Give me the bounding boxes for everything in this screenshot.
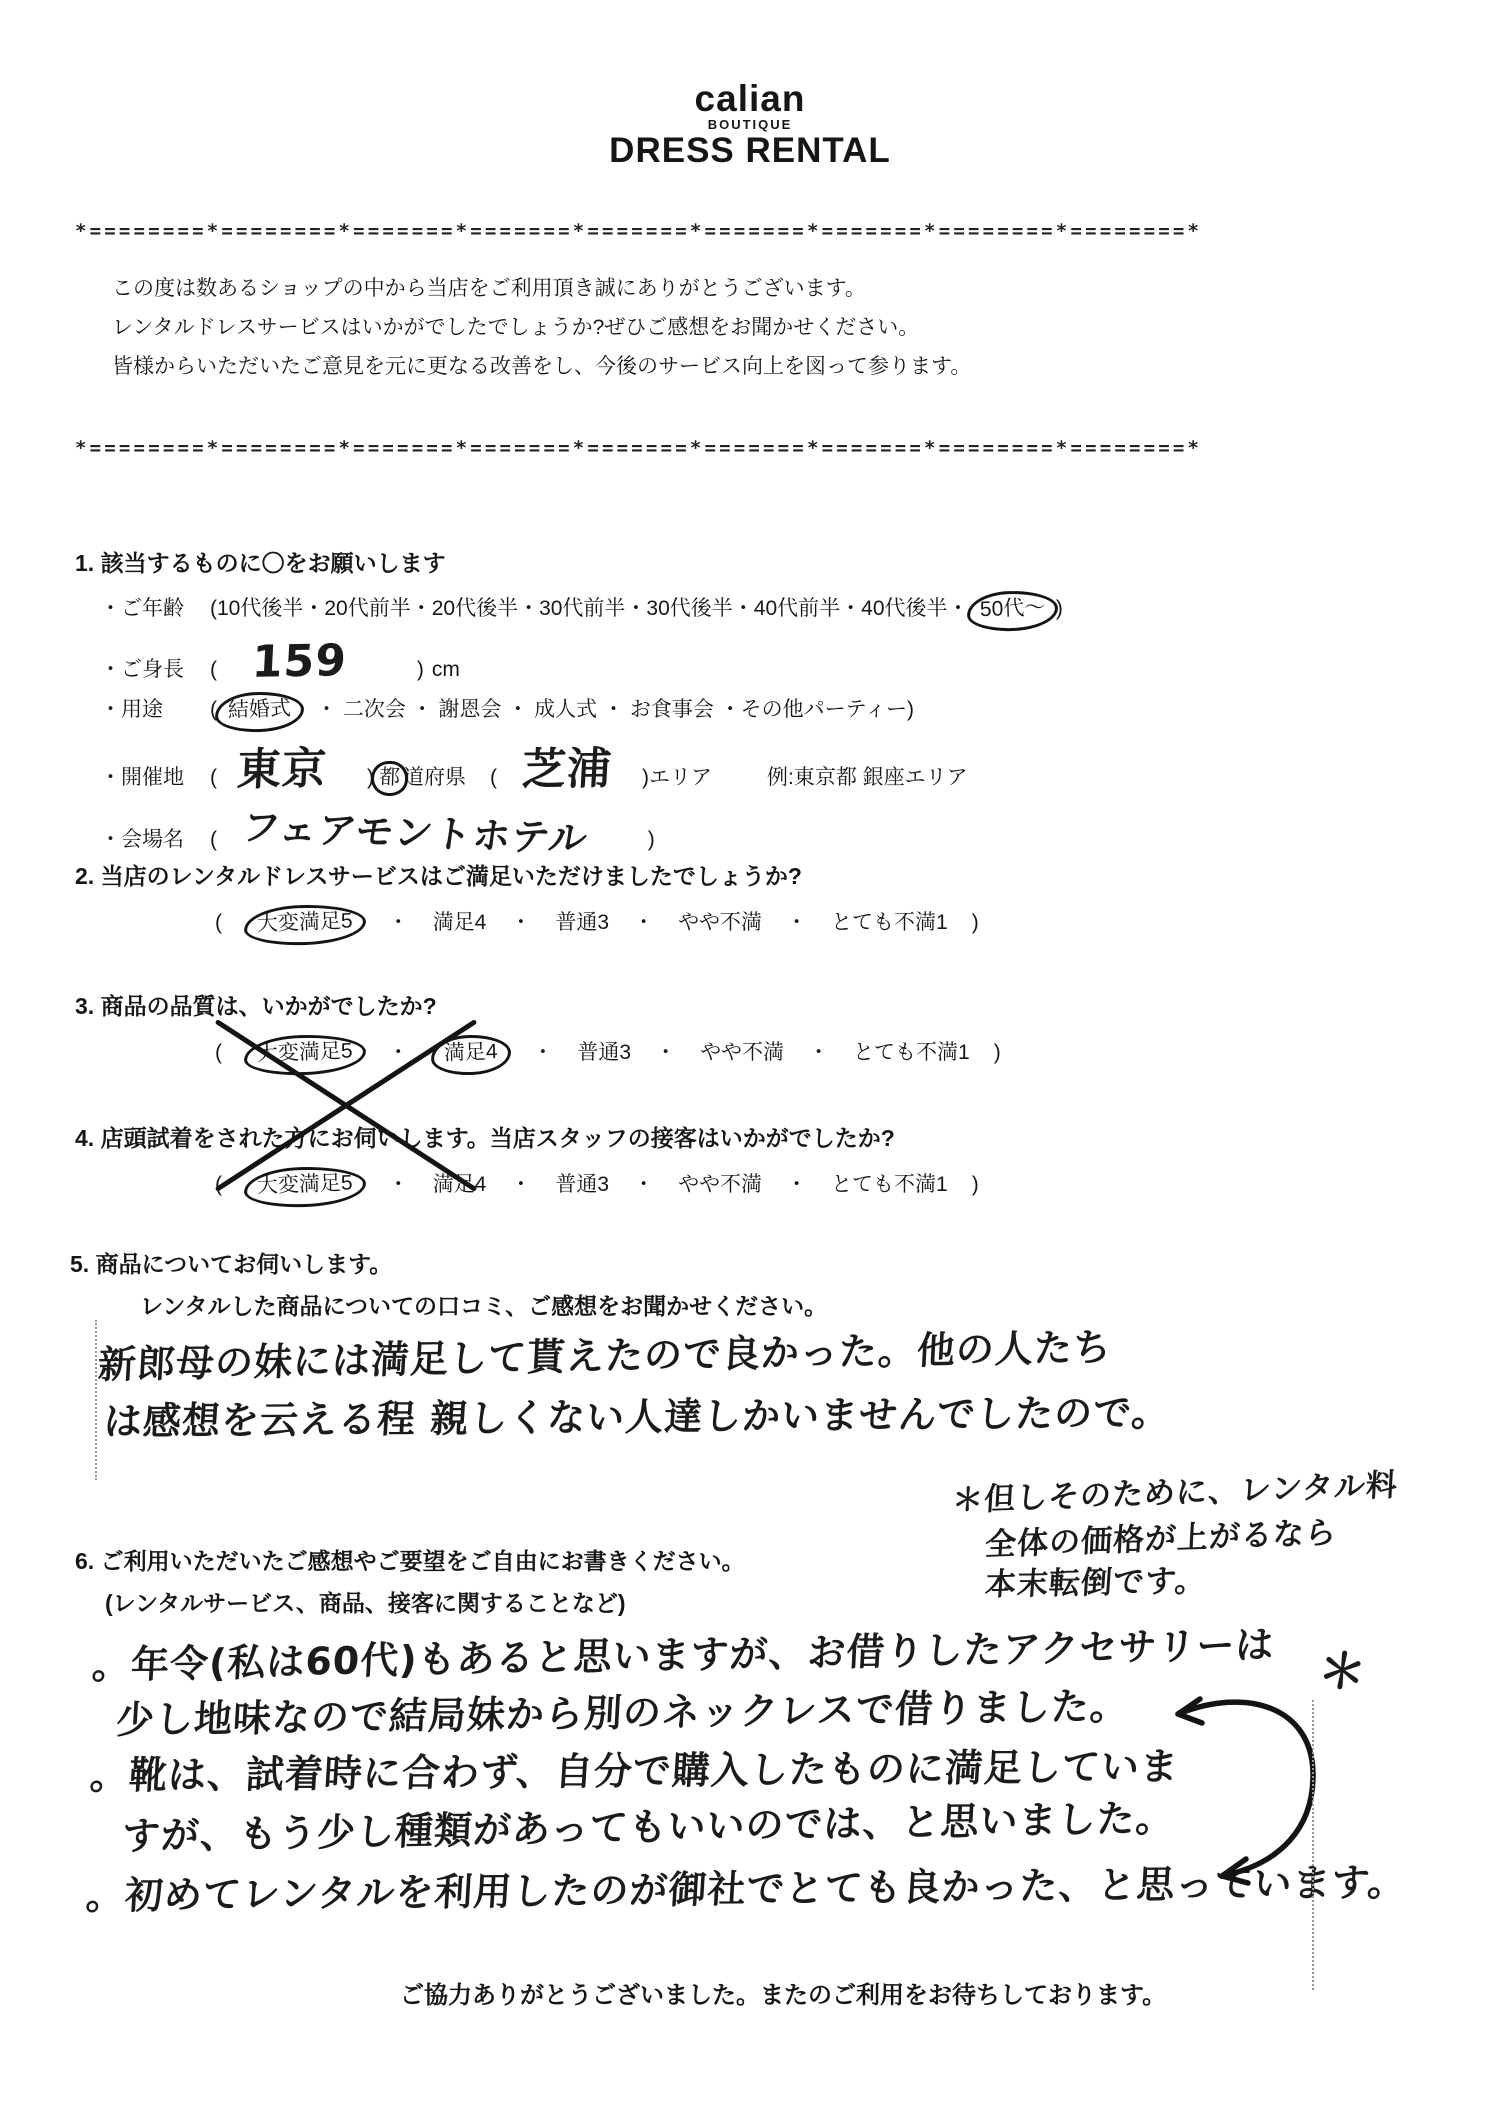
q3-dot-4: ・	[808, 1041, 830, 1064]
side-note-handwritten-2: 全体の価格が上がるなら	[984, 1514, 1338, 1564]
side-note-handwritten-1: ＊但しそのために、レンタル料	[951, 1467, 1399, 1519]
q1-heading: 1. 該当するものに〇をお願いします	[75, 550, 446, 576]
q1-venue-pref-word: 道府県	[403, 766, 466, 789]
q3-dot-1: ・	[387, 1041, 409, 1064]
q5-heading: 5. 商品についてお伺いします。	[70, 1251, 393, 1277]
q1-hall-close-paren: )	[647, 828, 655, 851]
separator-bottom: *========*========*=======*=======*=======*=======*=======*========*========*	[75, 437, 1203, 459]
q1-area-close-paren: )	[642, 766, 649, 789]
q1-purpose-open-paren: (	[210, 698, 217, 721]
q1-age-options: (10代後半・20代前半・20代後半・30代前半・30代後半・40代前半・40代後半・	[210, 597, 969, 620]
q1-venue-prefecture-handwritten: 東京	[235, 743, 329, 796]
q6-answer-handwritten-2: 少し地味なので結局妹から別のネックレスで借りました。	[114, 1683, 1131, 1743]
separator-top: *========*========*=======*=======*=======*=======*=======*========*========*	[75, 220, 1203, 242]
scan-artifact-dotted-line-left	[95, 1320, 97, 1480]
q5-answer-handwritten-1: 新郎母の妹には満足して貰えたので良かった。他の人たち	[96, 1325, 1114, 1387]
q1-venue-row	[100, 743, 968, 796]
q2-dot-2: ・	[510, 911, 532, 934]
q6-heading: 6. ご利用いただいたご感想やご要望をご自由にお書きください。	[75, 1548, 745, 1574]
q3-heading: 3. 商品の品質は、いかがでしたか?	[75, 993, 437, 1019]
footer-thanks: ご協力ありがとうございました。またのご利用をお待ちしております。	[400, 1982, 1167, 2009]
q6-answer-handwritten-1: 。年令(私は60代)もあると思いますが、お借りしたアクセサリーは	[90, 1622, 1276, 1688]
q2-option-selected: 大変満足5	[243, 903, 366, 947]
q1-hall-row	[100, 800, 655, 861]
scan-artifact-dotted-line-right	[1312, 1700, 1314, 1990]
q1-height-row	[100, 635, 460, 688]
q4-dot-1: ・	[387, 1173, 409, 1196]
q1-venue-pref-circled-char: 都	[370, 760, 408, 796]
q5-subheading: レンタルした商品についての口コミ、ご感想をお聞かせください。	[140, 1293, 828, 1319]
q1-area-word: エリア	[649, 766, 712, 789]
q1-age-label: ・ご年齢	[100, 597, 184, 620]
q4-option-2: 満足4	[432, 1173, 487, 1196]
intro-line-1: この度は数あるショップの中から当店をご利用頂き誠にありがとうございます。	[112, 277, 866, 300]
q1-age-selected: 50代〜	[966, 589, 1059, 632]
q3-close-paren: )	[993, 1041, 1001, 1064]
q3-options-row	[215, 1036, 1001, 1067]
q2-close-paren: )	[971, 911, 979, 934]
q1-area-open-paren: (	[490, 766, 497, 789]
q1-height-unit: cm	[431, 658, 460, 681]
q1-age-row	[100, 592, 1063, 623]
q1-purpose-options: ・ 二次会 ・ 謝恩会 ・ 成人式 ・ お食事会 ・その他パーティー)	[316, 698, 914, 721]
q4-dot-2: ・	[510, 1173, 532, 1196]
q3-dot-3: ・	[655, 1041, 677, 1064]
q3-option-3: 普通3	[577, 1041, 632, 1064]
q4-dot-3: ・	[633, 1173, 655, 1196]
q1-purpose-row	[100, 693, 914, 724]
q1-height-open-paren: (	[210, 658, 217, 681]
q1-hall-label: ・会場名	[100, 828, 184, 851]
q6-answer-handwritten-5: 。初めてレンタルを利用したのが御社でとても良かった、と思っています。	[84, 1860, 1408, 1918]
q2-options-row	[215, 906, 979, 937]
q3-option-5: とても不満1	[853, 1041, 970, 1064]
q2-dot-4: ・	[786, 911, 808, 934]
q3-open-paren: (	[215, 1041, 222, 1064]
q4-close-paren: )	[971, 1173, 979, 1196]
q4-options-row	[215, 1168, 979, 1199]
q2-dot-3: ・	[633, 911, 655, 934]
q1-venue-open-paren: (	[210, 766, 217, 789]
brand-logo: calian	[694, 78, 806, 119]
q4-open-paren: (	[215, 1173, 222, 1196]
q1-hall-value-handwritten: フェアモントホテル	[239, 805, 591, 861]
q4-dot-4: ・	[786, 1173, 808, 1196]
q3-option-1-circled: 大変満足5	[243, 1033, 366, 1077]
q1-height-value-handwritten: 159	[250, 635, 349, 688]
q3-dot-2: ・	[532, 1041, 554, 1064]
hand-drawn-asterisk: ＊	[1314, 1640, 1371, 1704]
q1-purpose-label: ・用途	[100, 698, 163, 721]
q1-area-value-handwritten: 芝浦	[520, 743, 614, 796]
q1-purpose-selected: 結婚式	[214, 690, 304, 733]
q2-option-2: 満足4	[432, 911, 487, 934]
q4-heading: 4. 店頭試着をされた方にお伺いします。当店スタッフの接客はいかがでしたか?	[75, 1125, 895, 1151]
q1-venue-label: ・開催地	[100, 766, 184, 789]
q6-answer-handwritten-4: すが、もう少し種類があってもいいのでは、と思いました。	[120, 1795, 1176, 1859]
q6-subheading: (レンタルサービス、商品、接客に関することなど)	[105, 1590, 626, 1616]
q3-option-selected: 満足4	[430, 1034, 511, 1077]
q1-venue-close-paren: )	[367, 766, 374, 789]
q1-hall-open-paren: (	[210, 828, 217, 851]
hand-drawn-arrow	[1160, 1678, 1350, 1893]
q2-dot-1: ・	[387, 911, 409, 934]
q2-option-4: やや不満	[678, 911, 763, 934]
q1-height-label: ・ご身長	[100, 658, 184, 681]
q1-age-close-paren: )	[1055, 597, 1063, 620]
side-note-handwritten-3: 本末転倒です。	[983, 1563, 1208, 1603]
q6-answer-handwritten-3: 。靴は、試着時に合わず、自分で購入したものに満足していま	[88, 1744, 1181, 1798]
intro-line-2: レンタルドレスサービスはいかがでしたでしょうか?ぜひご感想をお聞かせください。	[112, 316, 920, 339]
q1-height-close-paren: )	[416, 658, 424, 681]
q4-option-selected: 大変満足5	[243, 1165, 366, 1209]
q4-option-3: 普通3	[555, 1173, 610, 1196]
intro-line-3: 皆様からいただいたご意見を元に更なる改善をし、今後のサービス向上を図って参ります。	[112, 355, 972, 378]
q3-option-4: やや不満	[700, 1041, 785, 1064]
q1-area-example: 例:東京都 銀座エリア	[767, 766, 968, 789]
q2-heading: 2. 当店のレンタルドレスサービスはご満足いただけましたでしょうか?	[75, 863, 802, 889]
q3-option-crossed-out	[246, 1041, 364, 1067]
q4-option-4: やや不満	[678, 1173, 763, 1196]
brand-sublabel: BOUTIQUE	[707, 117, 793, 132]
q5-answer-handwritten-2: は感想を云える程 親しくない人達しかいませんでしたので。	[102, 1390, 1172, 1444]
page-title: DRESS RENTAL	[609, 131, 891, 170]
q2-open-paren: (	[215, 911, 222, 934]
q2-option-3: 普通3	[555, 911, 610, 934]
q2-option-5: とても不満1	[831, 911, 948, 934]
q4-option-5: とても不満1	[831, 1173, 948, 1196]
